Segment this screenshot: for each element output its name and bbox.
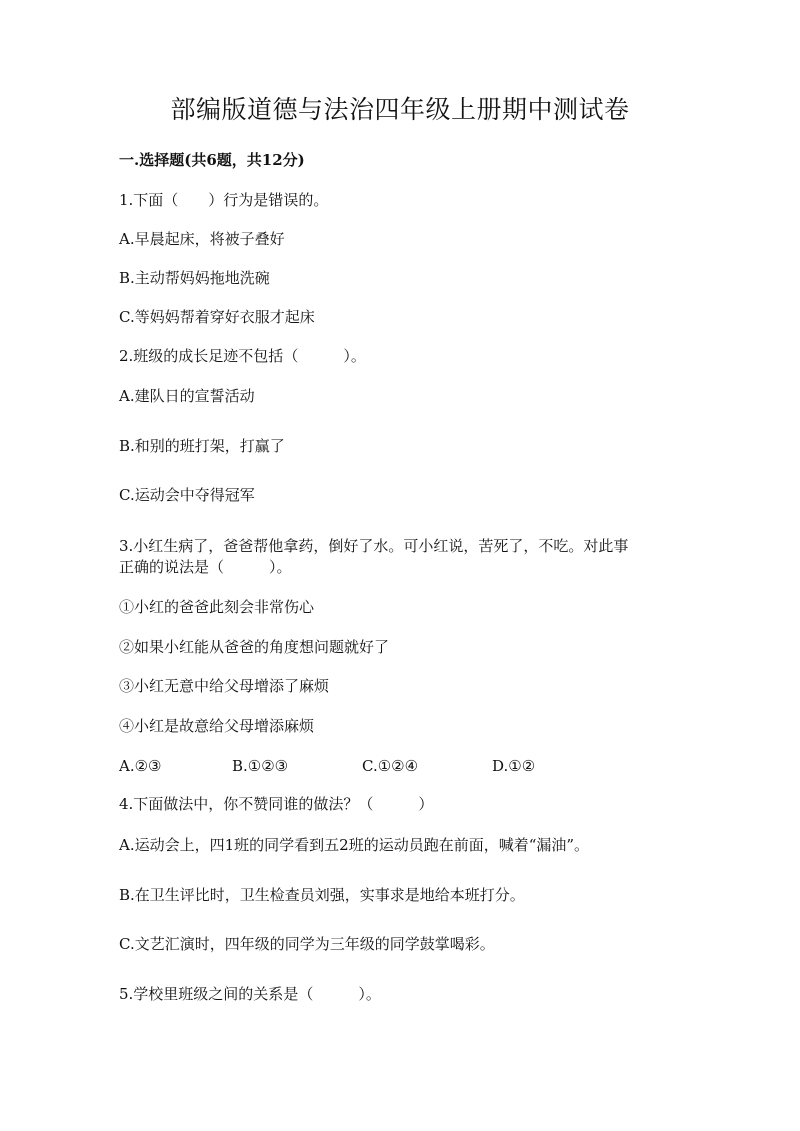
question-1-option-c: C.等妈妈帮着穿好衣服才起床 — [119, 308, 315, 326]
question-2-option-c: C.运动会中夺得冠军 — [119, 486, 255, 504]
question-3-option-a: A.②③ — [119, 757, 162, 775]
question-1-option-a: A.早晨起床，将被子叠好 — [119, 230, 285, 248]
question-1-stem: 1.下面（ ）行为是错误的。 — [119, 191, 329, 209]
question-2-stem: 2.班级的成长足迹不包括（ ）。 — [119, 347, 366, 365]
question-1-option-b: B.主动帮妈妈拖地洗碗 — [119, 269, 270, 287]
question-4-option-b: B.在卫生评比时，卫生检查员刘强，实事求是地给本班打分。 — [119, 886, 525, 904]
question-2-option-a: A.建队日的宣誓活动 — [119, 387, 255, 405]
question-3-statement-2: ②如果小红能从爸爸的角度想问题就好了 — [119, 638, 390, 656]
question-4-option-c: C.文艺汇演时，四年级的同学为三年级的同学鼓掌喝彩。 — [119, 935, 495, 953]
question-3-statement-4: ④小红是故意给父母增添麻烦 — [119, 717, 315, 735]
question-4-option-a: A.运动会上，四1班的同学看到五2班的运动员跑在前面，喊着“漏油”。 — [119, 836, 590, 854]
question-3-stem-line-1: 3.小红生病了，爸爸帮他拿药，倒好了水。可小红说，苦死了，不吃。对此事 — [119, 537, 629, 555]
question-3-stem-line-2: 正确的说法是（ ）。 — [119, 558, 292, 576]
question-3-statement-1: ①小红的爸爸此刻会非常伤心 — [119, 598, 315, 616]
section-heading: 一.选择题(共6题，共12分) — [119, 151, 305, 169]
question-3-option-c: C.①②④ — [362, 757, 419, 775]
question-3-option-d: D.①② — [492, 757, 536, 775]
question-5-stem: 5.学校里班级之间的关系是（ ）。 — [119, 985, 381, 1003]
question-2-option-b: B.和别的班打架，打赢了 — [119, 437, 285, 455]
question-3-statement-3: ③小红无意中给父母增添了麻烦 — [119, 677, 330, 695]
question-4-stem: 4.下面做法中，你不赞同谁的做法？（ ） — [119, 795, 434, 813]
question-3-option-b: B.①②③ — [232, 757, 289, 775]
page-title: 部编版道德与法治四年级上册期中测试卷 — [170, 95, 630, 124]
